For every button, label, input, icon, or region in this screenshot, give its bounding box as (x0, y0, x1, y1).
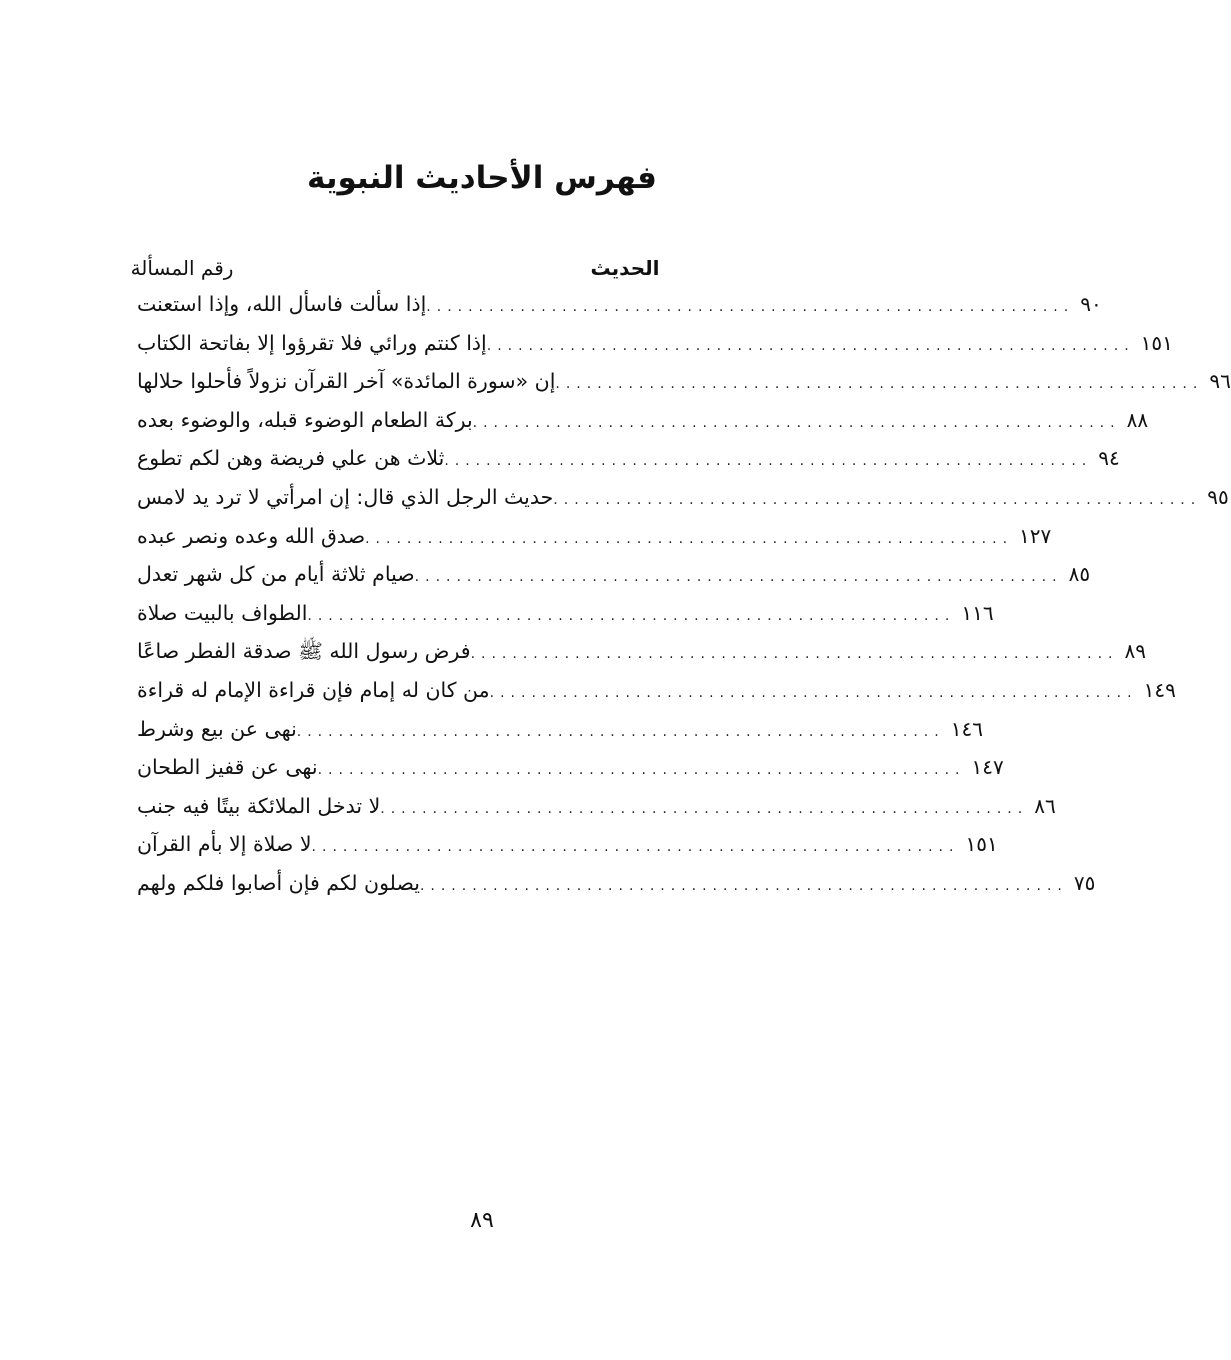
dot-leader: .............................................................. (470, 646, 1119, 663)
dot-leader: .............................................................. (426, 299, 1075, 315)
hadith-text: نهى عن بيع وشرط (137, 716, 297, 741)
issue-number: ١٤٦ (950, 716, 983, 741)
hadith-index-list (125, 292, 1231, 910)
hadith-text: ثلاث هن علي فريضة وهن لكم تطوع (137, 446, 445, 471)
hadith-text: الطواف بالبيت صلاة (137, 600, 308, 625)
index-entry (125, 755, 1004, 794)
index-entry (125, 330, 1173, 370)
index-entry (125, 716, 983, 756)
column-header-hadith: الحديث (590, 256, 660, 280)
index-entry (125, 562, 1091, 601)
issue-number: ٩٠ (1080, 292, 1102, 316)
dot-leader: .............................................................. (555, 376, 1204, 393)
hadith-text: صيام ثلاثة أيام من كل شهر تعدل (137, 562, 415, 587)
dot-leader: .............................................................. (296, 723, 945, 740)
issue-number: ١٥١ (1140, 330, 1173, 355)
issue-number: ١٤٧ (971, 755, 1004, 780)
hadith-text: لا تدخل الملائكة بيتًا فيه جنب (137, 793, 381, 818)
index-entry (125, 292, 1102, 331)
hadith-text: نهى عن قفيز الطحان (137, 755, 318, 780)
hadith-text: لا صلاة إلا بأم القرآن (137, 832, 312, 857)
issue-number: ٩٤ (1098, 446, 1120, 471)
index-entry (125, 446, 1120, 485)
hadith-text: صدق الله وعده ونصر عبده (137, 523, 366, 548)
hadith-text: إن «سورة المائدة» آخر القرآن نزولاً فأحلوا حلالها (137, 369, 556, 394)
dot-leader: .............................................................. (307, 607, 956, 624)
issue-number: ١٢٧ (1019, 523, 1052, 548)
index-entry (125, 870, 1096, 910)
issue-number: ٨٥ (1068, 562, 1091, 587)
dot-leader: .............................................................. (489, 684, 1138, 701)
issue-number: ٨٦ (1034, 793, 1056, 818)
index-entry (125, 639, 1146, 678)
hadith-text: فرض رسول الله ﷺ صدقة الفطر صاعًا (137, 639, 471, 664)
issue-number: ٨٩ (1124, 639, 1146, 664)
index-entry (125, 523, 1052, 563)
dot-leader: .............................................................. (472, 414, 1121, 431)
hadith-text: يصلون لكم فإن أصابوا فلكم ولهم (137, 870, 420, 895)
column-header-issue-number: رقم المسألة (130, 256, 234, 280)
page-number: ٨٩ (470, 1208, 494, 1233)
dot-leader: .............................................................. (444, 453, 1093, 470)
hadith-text: إذا سألت فاسأل الله، وإذا استعنت (137, 292, 427, 316)
issue-number: ٧٥ (1073, 870, 1096, 895)
index-entry (125, 369, 1231, 408)
dot-leader: .............................................................. (380, 800, 1029, 817)
hadith-text: إذا كنتم ورائي فلا تقرؤوا إلا بفاتحة الكتاب (137, 330, 487, 355)
page-title: فهرس الأحاديث النبوية (307, 160, 657, 196)
dot-leader: .............................................................. (365, 530, 1014, 547)
index-entry (125, 484, 1229, 524)
index-entry (125, 407, 1149, 447)
issue-number: ٩٦ (1209, 369, 1231, 394)
index-entry (125, 793, 1056, 833)
issue-number: ١١٦ (961, 600, 994, 625)
index-entry (125, 832, 998, 871)
hadith-text: بركة الطعام الوضوء قبله، والوضوء بعده (137, 407, 473, 432)
dot-leader: .............................................................. (419, 877, 1068, 894)
index-entry (125, 600, 994, 640)
issue-number: ٩٥ (1207, 484, 1229, 509)
dot-leader: .............................................................. (414, 569, 1063, 586)
hadith-text: من كان له إمام فإن قراءة الإمام له قراءة (137, 677, 490, 702)
index-entry (125, 677, 1176, 717)
issue-number: ١٥١ (965, 832, 998, 857)
dot-leader: .............................................................. (486, 337, 1135, 354)
issue-number: ١٤٩ (1143, 677, 1176, 702)
dot-leader: .............................................................. (311, 839, 960, 856)
issue-number: ٨٨ (1126, 407, 1149, 432)
hadith-text: حديث الرجل الذي قال: إن امرأتي لا ترد يد لامس (137, 484, 554, 509)
dot-leader: .............................................................. (317, 762, 966, 779)
dot-leader: .............................................................. (553, 491, 1202, 508)
